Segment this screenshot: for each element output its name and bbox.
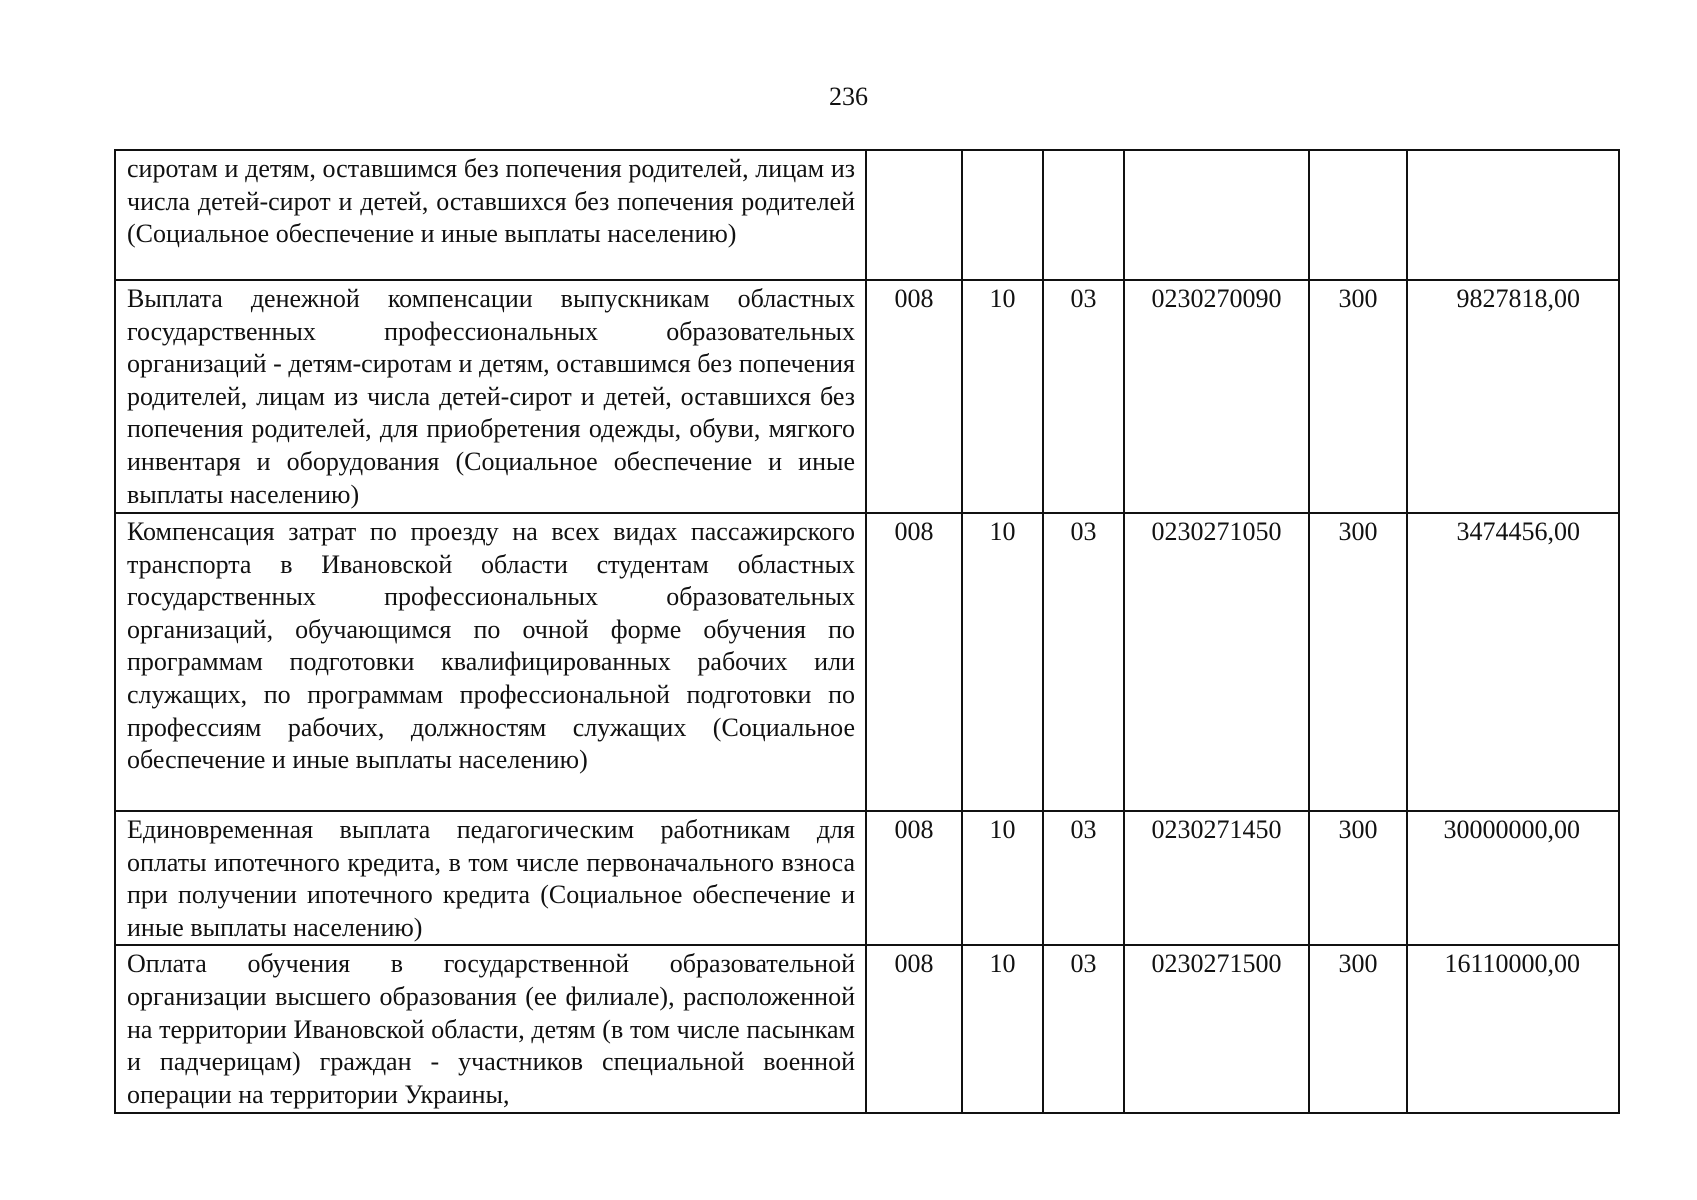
row-expense-type: 300 xyxy=(1309,945,1407,1113)
table-row xyxy=(115,150,1619,280)
row-grbs-code: 008 xyxy=(866,513,962,811)
row-section-code: 10 xyxy=(962,280,1043,513)
row-expense-type: 300 xyxy=(1309,811,1407,945)
row-expense-type xyxy=(1309,150,1407,280)
row-amount: 3474456,00 xyxy=(1407,513,1619,811)
row-grbs-code: 008 xyxy=(866,811,962,945)
row-expense-type: 300 xyxy=(1309,513,1407,811)
row-target-article: 0230271500 xyxy=(1124,945,1309,1113)
table-row xyxy=(115,811,1619,945)
row-description: Единовременная выплата педагогическим работникам для оплаты ипотечного кредита, в том числе первоначального взноса при получении ипотечного кредита (Социальное обеспечение и иные выплаты населению) xyxy=(115,811,866,945)
row-amount xyxy=(1407,150,1619,280)
row-target-article: 0230271050 xyxy=(1124,513,1309,811)
row-section-code: 10 xyxy=(962,811,1043,945)
row-target-article xyxy=(1124,150,1309,280)
table-row xyxy=(115,280,1619,513)
row-subsection-code: 03 xyxy=(1043,945,1124,1113)
row-description: Компенсация затрат по проезду на всех видах пассажирского транспорта в Ивановской области студентам областных государственных профессиональных образовательных организаций, обучающимся по очной форме обучения по программам подготовки квалифицированных рабочих или служащих, по программам профессиональной подготовки по профессиям рабочих, должностям служащих (Социальное обеспечение и иные выплаты населению) xyxy=(115,513,866,811)
row-amount: 30000000,00 xyxy=(1407,811,1619,945)
row-description: Выплата денежной компенсации выпускникам областных государственных профессиональных образовательных организаций - детям-сиротам и детям, оставшимся без попечения родителей, лицам из числа детей-сирот и детей, оставшихся без попечения родителей, для приобретения одежды, обуви, мягкого инвентаря и оборудования (Социальное обеспечение и иные выплаты населению) xyxy=(115,280,866,513)
row-amount: 16110000,00 xyxy=(1407,945,1619,1113)
row-subsection-code: 03 xyxy=(1043,811,1124,945)
row-amount: 9827818,00 xyxy=(1407,280,1619,513)
row-section-code: 10 xyxy=(962,945,1043,1113)
table-row xyxy=(115,945,1619,1113)
table-row xyxy=(115,513,1619,811)
budget-table xyxy=(114,149,1620,1114)
row-target-article: 0230270090 xyxy=(1124,280,1309,513)
row-description: Оплата обучения в государственной образовательной организации высшего образования (ее филиале), расположенной на территории Ивановской области, детям (в том числе пасынкам и падчерицам) граждан - участников специальной военной операции на территории Украины, xyxy=(115,945,866,1113)
row-section-code xyxy=(962,150,1043,280)
row-subsection-code xyxy=(1043,150,1124,280)
row-subsection-code: 03 xyxy=(1043,513,1124,811)
row-grbs-code xyxy=(866,150,962,280)
row-target-article: 0230271450 xyxy=(1124,811,1309,945)
row-expense-type: 300 xyxy=(1309,280,1407,513)
page-number: 236 xyxy=(829,82,868,111)
row-section-code: 10 xyxy=(962,513,1043,811)
row-grbs-code: 008 xyxy=(866,280,962,513)
row-grbs-code: 008 xyxy=(866,945,962,1113)
row-description: сиротам и детям, оставшимся без попечения родителей, лицам из числа детей-сирот и детей, оставшихся без попечения родителей (Социальное обеспечение и иные выплаты населению) xyxy=(115,150,866,280)
row-subsection-code: 03 xyxy=(1043,280,1124,513)
